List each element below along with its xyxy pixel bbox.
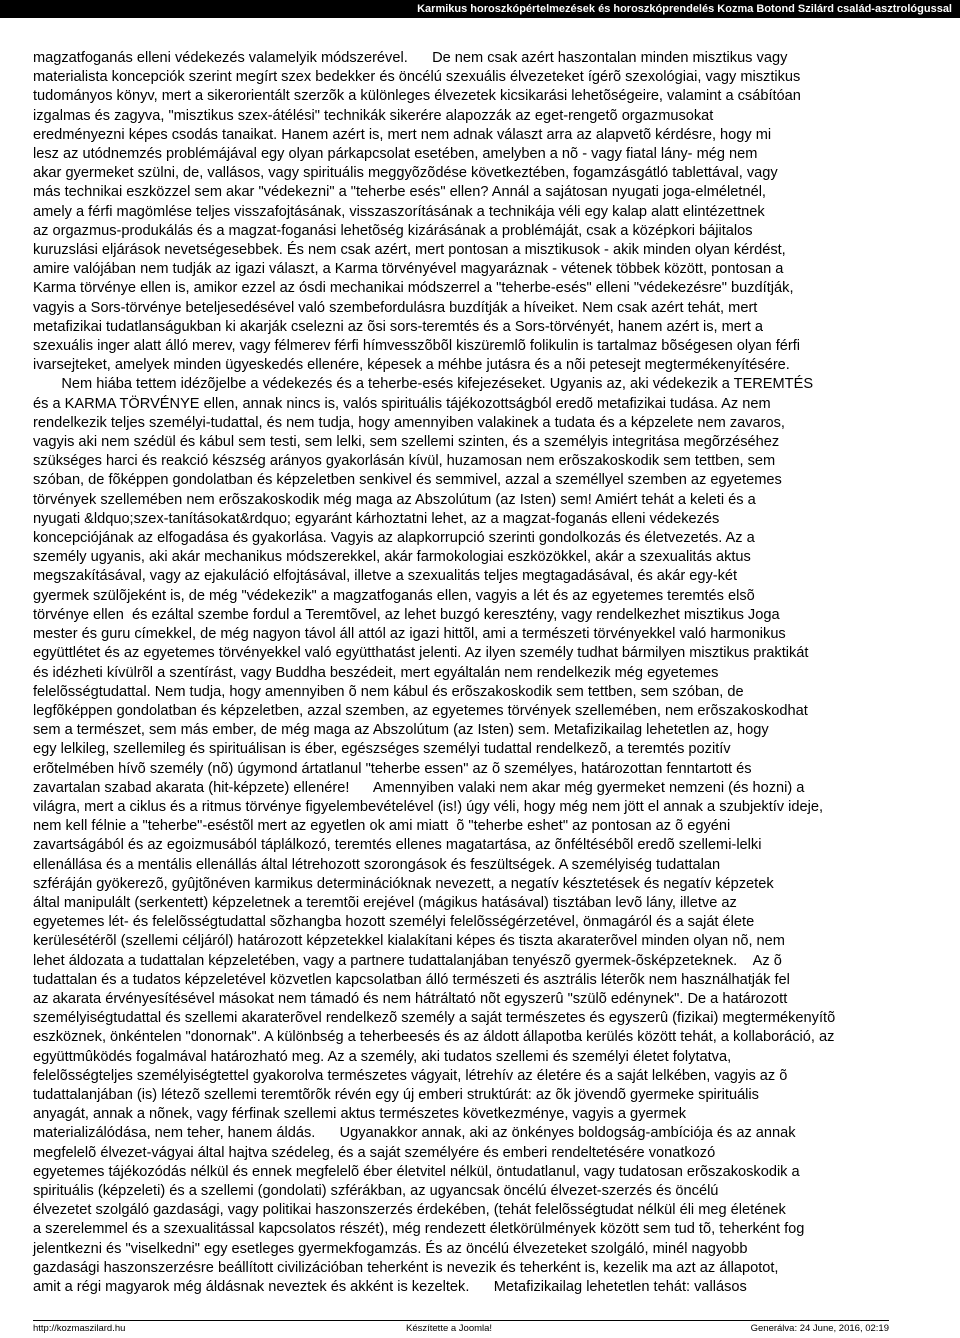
text-line: kuruzslási eljárások nevetségesebbek. És nem csak azért, mert pontosan a misztikusok - akik minden olyan kérdést,	[33, 242, 786, 259]
text-line: lesz az utódnemzés problémájával egy olyan párkapcsolat esetében, amelyben a nõ - vagy fiatal lány- még nem	[33, 146, 758, 163]
text-line: rendelkezik teljes személyi-tudattal, és nem tudja, hogy amennyiben valakinek a tudata és a képzelete nem zavaros,	[33, 414, 785, 431]
text-line: világra, mert a ciklus és a ritmus törvénye figyelembevételével (is!) úgy véli, hogy még nem jött el annak a szubjektív ideje,	[33, 798, 824, 815]
text-line: zavartságából és az egoizmusából táplálkozó, teremtés ellenes magatartása, az õnféltésébõl eredõ szellemi-lelki	[33, 837, 762, 854]
footer-credit: Készítette a Joomla!	[406, 1323, 493, 1334]
text-line: izgalmas és zagyva, "misztikus szex-átélési" technikák sikerére alapozzák az eget-rengetõ orgazmusokat	[33, 107, 714, 124]
text-line: szükséges harci és reakció készség arányos gyakorlásán kívül, huzamosan nem erõszakoskodik sem tettben, sem	[33, 453, 776, 470]
text-line: az orgazmus-produkálás és a magzat-foganási lehetõség kizárásának a problémáját, csak a középkori bájitalos	[33, 222, 753, 239]
text-line: együttmûködés fogalmával határozható meg. Az a személy, aki tudatos szellemi és személyi életet folytatva,	[33, 1048, 732, 1065]
text-line: élvezetet szolgáló gazdasági, vagy politikai haszonszerzés érdekében, (tehát felelõsségtudat nélkül éli meg életének	[33, 1202, 786, 1219]
text-line: kerülesétérõl (szellemi céljáról) határozott képzetekkel kialakítani képes és tiszta akaraterõvel minden olyan nõ, nem	[33, 933, 785, 950]
text-line: erõtelmében hívõ személy (nõ) úgymond ártatlanul "teherbe essen" az õ személyes, határozottan fenntartott és	[33, 760, 752, 777]
footer-site-url[interactable]: http://kozmaszilard.hu	[33, 1323, 126, 1334]
text-line: vagyis aki nem szédül és kábul sem testi, sem lelki, sem szellemi szinten, és a személyis integritása megõrzéséhez	[33, 434, 780, 451]
text-line: sem a természet, sem más ember, de még maga az Abszolútum (az Isten) sem. Metafizikailag lehetetlen az, hogy	[33, 722, 769, 739]
text-line: ivarsejteket, amelyek minden ügyeskedés ellenére, képesek a méhbe jutásra és a nõi petesejt megtermékenyítésére.	[33, 357, 790, 374]
text-line: szexuális inger alatt álló merev, vagy félmerev férfi hímvesszõbõl kiszüremlõ folikulin is tartalmaz bõségesen olyan férfi	[33, 338, 801, 355]
text-line: gyermek szülõjeként is, de még "védekezik" a magzatfoganás ellen, vagyis a lét és az egyetemes teremtés elsõ	[33, 587, 755, 604]
text-line: törvények szellemében nem erõszakoskodik még maga az Abszolútum (az Isten) sem! Amiért tehát a keleti és a	[33, 491, 756, 508]
text-line: ellenállása és a mentális ellenállás által létrehozott szorongások és feszültségek. A személyiség tudattalan	[33, 856, 721, 873]
text-line: felelõsségtudattal. Nem tudja, hogy amennyiben õ nem kábul és erõszakoskodik sem tettben, sem szóban, de	[33, 683, 744, 700]
article-body	[33, 49, 958, 1297]
text-line: zavartalan szabad akarata (hit-képzete) ellenére! Amennyiben valaki nem akar még gyermeket nemzeni (és hozni) a	[33, 779, 805, 796]
text-line: materializálódása, nem teher, hanem áldás. Ugyanakkor annak, aki az önkényes boldogság-ambíciója és az annak	[33, 1125, 796, 1142]
text-line: amely a férfi magömlése teljes visszafojtásának, visszaszorításának a technikája véli egy kalap alatt elintézettnek	[33, 203, 765, 220]
text-line: szóban, de fõképpen gondolatban és képzeletben senkivel és semmivel, azzal a személlyel szemben az egyetemes	[33, 472, 782, 489]
text-line: nem kell félnie a "teherbe"-eséstõl mert az egyetlen ok ami miatt õ "teherbe eshet" az pontosan az õ egyéni	[33, 818, 731, 835]
text-line: által manipulált (serkentett) képzeletnek a teremtõi erejével (mágikus hatásával) tisztában levõ lány, illetve az	[33, 894, 737, 911]
header-title: Karmikus horoszkópértelmezések és horoszkóprendelés Kozma Botond Szilárd család-asztrológussal	[417, 3, 952, 15]
text-line: materialista koncepciók szerint megírt szex bedekker és öncélú szexuális élvezeteket ígérõ szexológiai, vagy misztikus	[33, 69, 801, 86]
text-line: vagyis a Sors-törvénye beteljesedésével való szembefordulásra buzdítják a híveiket. Nem csak azért tehát, mert	[33, 299, 758, 316]
text-line: akar gyermeket szülni, de, vallásos, vagy spirituális meggyõzõdése következtében, fogamzásgátló tablettával, vagy	[33, 165, 778, 182]
text-line: együttlétet és az egyetemes törvényekkel való együtthatást jelenti. Az ilyen személy tudhat bármilyen misztikus praktikát	[33, 645, 809, 662]
text-line: Nem hiába tettem idézõjelbe a védekezés és a teherbe-esés kifejezéseket. Ugyanis az, aki védekezik a TEREMTÉS	[33, 376, 814, 393]
text-line: lehet áldozata a tudattalan képzeletében, vagy a partnere tudattalanjában tenyészõ gyermek-õsképzeteknek. Az õ	[33, 952, 782, 969]
text-line: metafizikai tudatlanságukban ki akarják cselezni az õsi sors-teremtés és a Sors-törvényét, hanem azért is, mert a	[33, 318, 764, 335]
text-line: eredményezni képes csodás tanaikat. Hanem azért is, mert nem adnak választ arra az alapvetõ kérdésre, hogy mi	[33, 126, 772, 143]
text-line: amire valójában nem tudják az igazi választ, a Karma törvényével magyaráznak - vétenek többek között, pontosan a	[33, 261, 784, 278]
text-line: és idézheti kívülrõl a szentírást, vagy Buddha beszédeit, mert egyáltalán nem rendelkezik még egyetemes	[33, 664, 719, 681]
text-line: személyiségtudattal és szellemi akaraterõvel rendelkezõ személy a saját természetes és egyszerû (fizikai) megtermékenyítõ	[33, 1010, 836, 1027]
text-line: legfõképpen gondolatban és képzeletben, azzal szemben, az egyetemes törvények szellemében, nem erõszakoskodhat	[33, 702, 808, 719]
text-line: szféráján gyökerezõ, gyûjtõnéven karmikus determinációknak nevezett, a negatív késztetések és negatív képzetek	[33, 875, 774, 892]
text-line: törvénye ellen és ezáltal szembe fordul a Teremtõvel, az lehet buzgó keresztény, vagy rendelkezhet misztikus Joga	[33, 606, 780, 623]
text-line: mester és guru címekkel, de még nagyon távol áll attól az igazi hittõl, ami a természeti törvényekkel való harmonikus	[33, 626, 786, 643]
text-line: személy ugyanis, aki akár mechanikus módszerekkel, akár farmokologiai eszközökkel, akár a szexualitás aktus	[33, 549, 751, 566]
text-line: gazdasági haszonszerzésre beállított civilizációban teherként is nevezik és teherként is, kezelik ma azt az állapotot,	[33, 1259, 779, 1276]
text-line: anyagát, annak a nõnek, vagy férfinak szellemi aktus természetes következménye, vagyis a gyermek	[33, 1106, 686, 1123]
text-line: jelentkezni és "viselkedni" egy esetleges gyermekfogamzás. És az öncélú élvezeteket szolgáló, minél nagyobb	[33, 1240, 748, 1257]
text-line: az akarata érvényesítésével másokat nem támadó és nem hátráltató nõt egyszerû "szülõ edénynek". De a határozott	[33, 990, 788, 1007]
text-line: eszköznek, önkéntelen "donornak". A különbség a teherbeesés és az áldott állapotba kerülés között tehát, a kollaboráció, az	[33, 1029, 835, 1046]
text-line: egyetemes tájékozódás nélkül és ennek megfelelõ éber életvitel nélkül, öntudatlanul, vagy tudatosan erõszakoskodik a	[33, 1163, 800, 1180]
text-line: más technikai eszközzel sem akar "védekezni" a "teherbe esés" ellen? Annál a sajátosan nyugati joga-elméletnél,	[33, 184, 766, 201]
page-header	[0, 0, 960, 18]
text-line: felelõsségteljes személyiségtettel gyakorolva természetes vágyait, létrehív az életére és a saját lelkében, vagyis az õ	[33, 1067, 788, 1084]
text-line: egy lelkileg, szellemileg és spirituálisan is éber, egészséges személyi tudattal rendelkezõ, a teremtés pozitív	[33, 741, 731, 758]
text-line: amit a régi magyarok még áldásnak neveztek és akként is kezeltek. Metafizikailag lehetetlen tehát: vallásos	[33, 1279, 747, 1295]
text-line: megfelelõ élvezet-vágyai által hajtva szédeleg, és a saját személyére és emberi rendeltetésére vonatkozó	[33, 1144, 716, 1161]
text-line: tudattalanjában (is) létezõ szellemi teremtõrõk révén egy új emberi struktúrát: az õk jövendõ gyermeke spirituális	[33, 1086, 759, 1103]
page-footer	[33, 1320, 889, 1337]
footer-generated-date: Generálva: 24 June, 2016, 02:19	[750, 1323, 889, 1334]
text-line: spirituális (képzeleti) és a szellemi (gondolati) szférákban, az ugyancsak öncélú élvezet-szerzés és öncélú	[33, 1182, 719, 1199]
text-line: Karma törvénye ellen is, amikor ezzel az ósdi mechanikai módszerrel a "teherbe-esés" elleni "védekezésre" buzdítják,	[33, 280, 794, 297]
text-line: magzatfoganás elleni védekezés valamelyik módszerével. De nem csak azért haszontalan minden misztikus vagy	[33, 50, 788, 66]
text-line: egyetemes lét- és felelõsségtudattal sõzhangba hozott személyi felelõsségérzetével, önmagáról és a saját élete	[33, 914, 755, 931]
text-line: koncepciójának az elfogadása és gyakorlása. Vagyis az alapkorrupció szerinti gondolkozás és életvezetés. Az a	[33, 530, 755, 547]
text-line: megszakításával, vagy az ejakuláció elfojtásával, illetve a szexualitás teljes megtagadásával, és akár egy-két	[33, 568, 738, 585]
text-line: a szerelemmel és a szexualitással kapcsolatos részét), még rendezett életkörülmények között sem tud tõ, teherként fog	[33, 1221, 805, 1238]
text-line: és a KARMA TÖRVÉNYE ellen, annak nincs is, valós spirituális tájékozottságból eredõ metafizikai tudása. Az nem	[33, 395, 771, 412]
text-line: tudományos könyv, mert a sikerorientált szerzõk a különleges élvezetek kicsikarási lehetõségeire, valamint a csábítóan	[33, 88, 801, 105]
text-line: nyugati &ldquo;szex-tanításokat&rdquo; egyaránt kárhoztatni lehet, az a magzat-foganás elleni védekezés	[33, 510, 720, 527]
text-line: tudattalan és a tudatos képzeletével közvetlen kapcsolatban álló természeti és asztrális léterõk nem használhatják fel	[33, 971, 790, 988]
